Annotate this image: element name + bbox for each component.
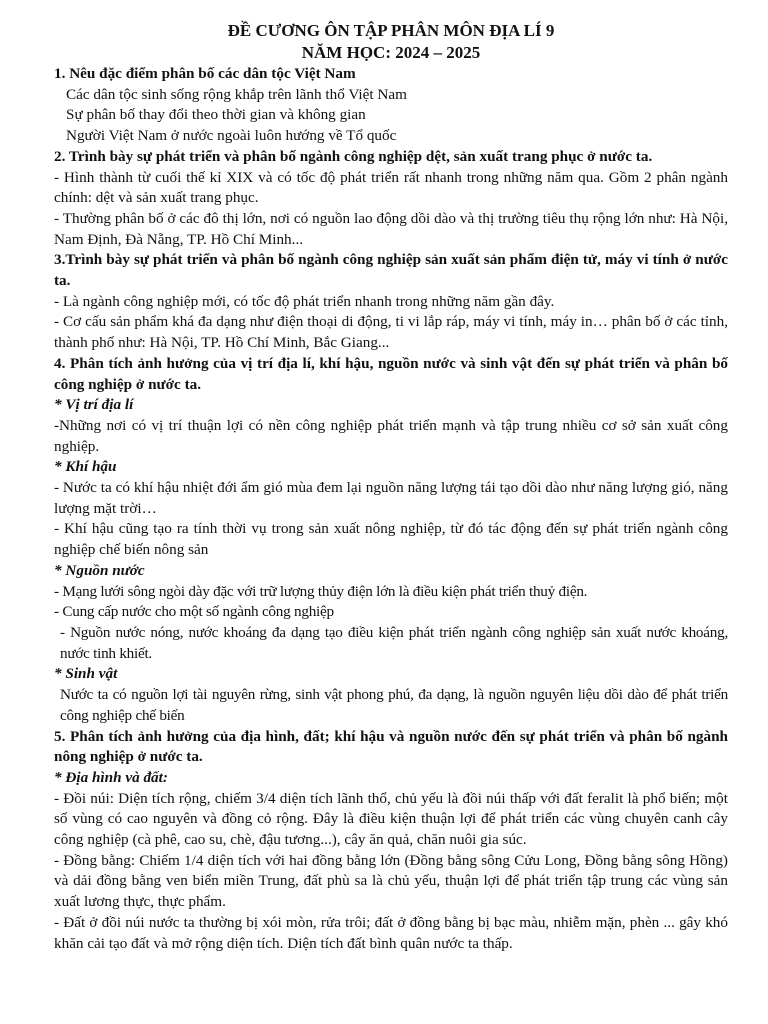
section-2-paragraph-1: - Hình thành từ cuối thế kỉ XIX và có tốc độ phát triển rất nhanh trong những năm qua. Gồm 2 phân ngành chính: dệt và sản xuất trang phục.	[54, 168, 728, 207]
section-1-heading: 1. Nêu đặc điểm phân bố các dân tộc Việt Nam	[54, 65, 356, 82]
section-4-water-paragraph-1: - Mạng lưới sông ngòi dày đặc với trữ lượng thủy điện lớn là điều kiện phát triển thuỷ điện.	[54, 582, 588, 600]
section-2-paragraph-2: - Thường phân bố ở các đô thị lớn, nơi có nguồn lao động dồi dào và thị trường tiêu thụ rộng lớn như: Hà Nội, Nam Định, Đà Nẵng, TP. Hồ Chí Minh...	[54, 209, 728, 248]
document-title	[54, 20, 728, 64]
section-4-water-paragraph-2: - Cung cấp nước cho một số ngành công nghiệp	[54, 603, 334, 621]
section-4-sub-location: * Vị trí địa lí	[54, 396, 134, 414]
section-5-paragraph-3: - Đất ở đồi núi nước ta thường bị xói mòn, rửa trôi; đất ở đồng bằng bị bạc màu, nhiễm mặn, phèn ... gây khó khăn cải tạo đất và mở rộng diện tích. Diện tích đất bình quân nước ta thấp.	[54, 913, 728, 952]
section-5-paragraph-1: - Đồi núi: Diện tích rộng, chiếm 3/4 diện tích lãnh thổ, chủ yếu là đồi núi thấp với đất feralit là phổ biến; một số vùng có cao nguyên và đồng cỏ rộng. Đây là điều kiện thuận lợi để phát triển các vùng chuyên canh cây công nghiệp (cà phê, cao su, chè, đậu tương...), cây ăn quả, chăn nuôi gia súc.	[54, 789, 728, 849]
section-4-biology-paragraph: Nước ta có nguồn lợi tài nguyên rừng, sinh vật phong phú, đa dạng, là nguồn nguyên liệu dồi dào để phát triển công nghiệp chế biến	[60, 686, 728, 724]
section-4-sub-climate: * Khí hậu	[54, 458, 117, 476]
section-5-heading: 5. Phân tích ảnh hưởng của địa hình, đất; khí hậu và nguồn nước đến sự phát triển và phân bố ngành nông nghiệp ở nước ta.	[54, 727, 728, 766]
section-3-heading: 3.Trình bày sự phát triển và phân bố ngành công nghiệp sản xuất sản phẩm điện tử, máy vi tính ở nước ta.	[54, 251, 728, 290]
title-line-2: NĂM HỌC: 2024 – 2025	[301, 43, 481, 62]
section-4-water-paragraph-3: - Nguồn nước nóng, nước khoáng đa dạng tạo điều kiện phát triển ngành công nghiệp sản xuất nước khoáng, nước tinh khiết.	[60, 623, 728, 662]
section-3-paragraph-1: - Là ngành công nghiệp mới, có tốc độ phát triển nhanh trong những năm gần đây.	[54, 292, 555, 310]
section-1-line-2: Sự phân bố thay đổi theo thời gian và không gian	[66, 106, 366, 124]
section-3-paragraph-2: - Cơ cấu sản phẩm khá đa dạng như điện thoại di động, ti vi lắp ráp, máy vi tính, máy in… phân bố ở các tỉnh, thành phố như: Hà Nội, TP. Hồ Chí Minh, Bắc Giang...	[54, 313, 728, 352]
section-5-paragraph-2: - Đồng bằng: Chiếm 1/4 diện tích với hai đồng bằng lớn (Đồng bằng sông Cửu Long, Đồng bằng sông Hồng) và dải đồng bằng ven biển miền Trung, đất phù sa là chủ yếu, thuận lợi để phát triển tập trung các vùng sản xuất lương thực, thực phẩm.	[54, 851, 728, 911]
section-4-heading: 4. Phân tích ảnh hưởng của vị trí địa lí, khí hậu, nguồn nước và sinh vật đến sự phát triển và phân bố công nghiệp ở nước ta.	[54, 354, 728, 393]
section-4-sub-water: * Nguồn nước	[54, 561, 145, 579]
section-5-sub-terrain-soil: * Địa hình và đất:	[54, 768, 168, 786]
section-2-heading: 2. Trình bày sự phát triển và phân bố ngành công nghiệp dệt, sản xuất trang phục ở nước ta.	[54, 147, 653, 165]
section-4-location-paragraph: -Những nơi có vị trí thuận lợi có nền công nghiệp phát triển mạnh và tập trung nhiều cơ sở sản xuất công nghiệp.	[54, 416, 728, 455]
section-1-line-3: Người Việt Nam ở nước ngoài luôn hướng về Tổ quốc	[66, 127, 397, 145]
section-4-climate-paragraph-1: - Nước ta có khí hậu nhiệt đới ẩm gió mùa đem lại nguồn năng lượng tái tạo dồi dào như năng lượng gió, năng lượng mặt trời…	[54, 479, 728, 517]
section-4-sub-biology: * Sinh vật	[54, 665, 118, 683]
section-4-climate-paragraph-2: - Khí hậu cũng tạo ra tính thời vụ trong sản xuất nông nghiệp, từ đó tác động đến sự phát triển ngành công nghiệp chế biến nông sản	[54, 520, 728, 559]
title-line-1: ĐỀ CƯƠNG ÔN TẬP PHÂN MÔN ĐỊA LÍ 9	[227, 21, 555, 40]
section-1-line-1: Các dân tộc sinh sống rộng khắp trên lãnh thổ Việt Nam	[66, 85, 407, 103]
